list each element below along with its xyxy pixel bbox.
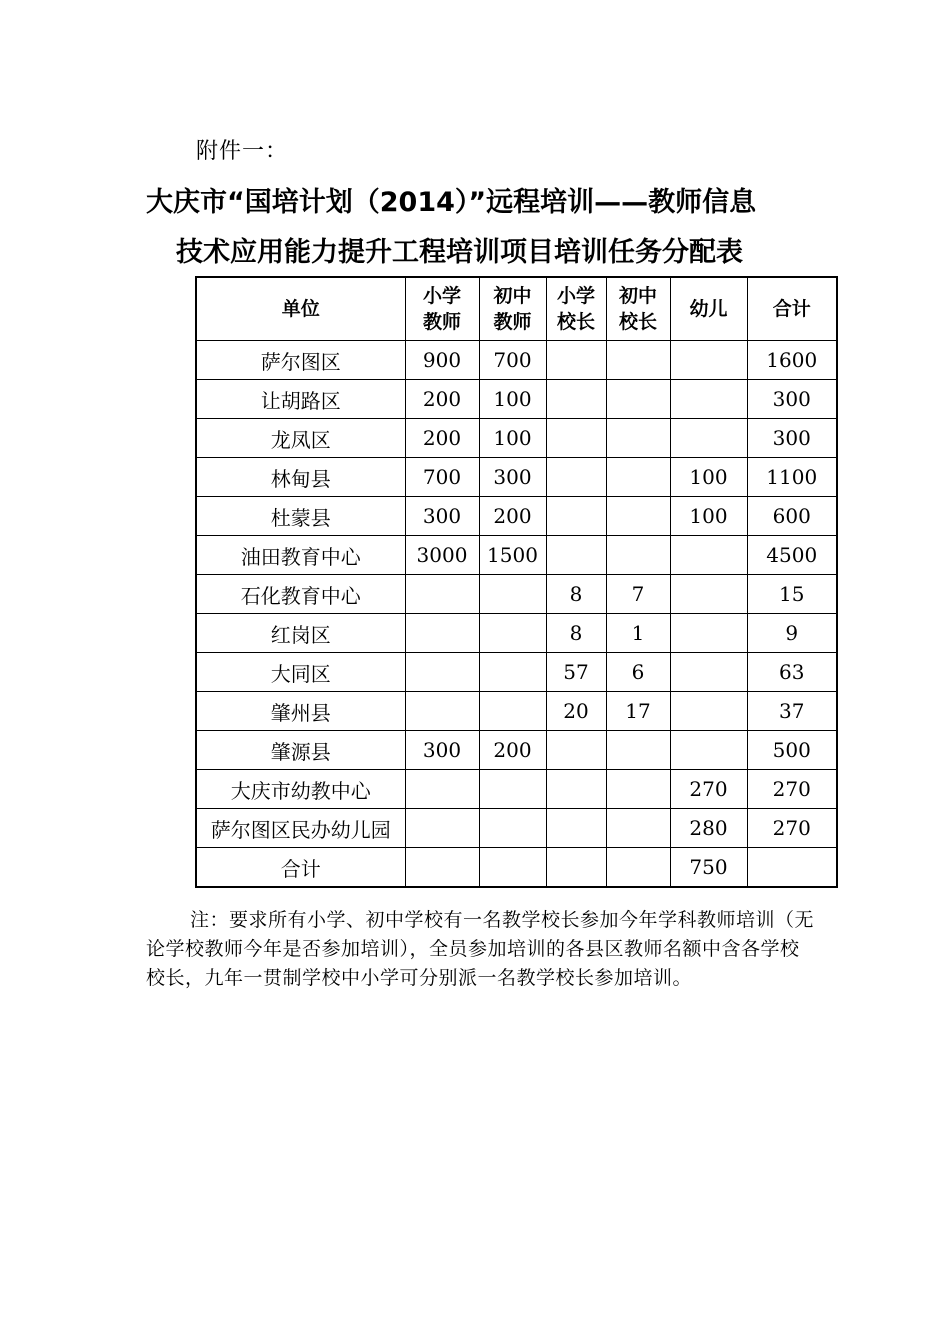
value-cell: 300 — [479, 458, 546, 497]
value-cell: 300 — [405, 731, 479, 770]
value-cell — [405, 692, 479, 731]
value-cell — [405, 614, 479, 653]
value-cell — [479, 614, 546, 653]
value-cell: 700 — [479, 341, 546, 380]
table-row — [196, 770, 837, 809]
value-cell: 280 — [670, 809, 747, 848]
table-row — [196, 380, 837, 419]
table-row — [196, 497, 837, 536]
unit-name-cell: 林甸县 — [196, 458, 405, 497]
header-total: 合计 — [747, 277, 837, 341]
unit-name-cell: 肇源县 — [196, 731, 405, 770]
value-cell — [546, 536, 606, 575]
unit-name-cell: 龙凤区 — [196, 419, 405, 458]
value-cell — [606, 458, 670, 497]
value-cell — [670, 731, 747, 770]
value-cell: 1 — [606, 614, 670, 653]
footnote: 注：要求所有小学、初中学校有一名教学校长参加今年学科教师培训（无论学校教师今年是否参加培训），全员参加培训的各县区教师名额中含各学校校长，九年一贯制学校中小学可分别派一名教学校长参加培训。 — [146, 909, 815, 989]
value-cell: 500 — [747, 731, 837, 770]
value-cell — [479, 809, 546, 848]
table-row — [196, 458, 837, 497]
value-cell — [606, 536, 670, 575]
header-junior-teachers: 初中 教师 — [479, 277, 546, 341]
value-cell — [405, 770, 479, 809]
value-cell — [606, 341, 670, 380]
table-row — [196, 419, 837, 458]
value-cell — [606, 497, 670, 536]
document-title-line-2: 技术应用能力提升工程培训项目培训任务分配表 — [176, 237, 743, 268]
value-cell: 200 — [479, 731, 546, 770]
value-cell: 1500 — [479, 536, 546, 575]
value-cell — [670, 575, 747, 614]
value-cell: 37 — [747, 692, 837, 731]
value-cell: 9 — [747, 614, 837, 653]
value-cell — [670, 692, 747, 731]
value-cell: 300 — [747, 380, 837, 419]
value-cell — [670, 536, 747, 575]
value-cell — [546, 770, 606, 809]
unit-name-cell: 油田教育中心 — [196, 536, 405, 575]
value-cell — [546, 419, 606, 458]
value-cell: 100 — [479, 380, 546, 419]
table-row — [196, 575, 837, 614]
table-row — [196, 536, 837, 575]
unit-name-cell: 合计 — [196, 848, 405, 888]
value-cell — [670, 653, 747, 692]
value-cell: 270 — [747, 770, 837, 809]
allocation-table — [195, 276, 838, 888]
value-cell: 1100 — [747, 458, 837, 497]
table-row — [196, 614, 837, 653]
value-cell — [747, 848, 837, 888]
value-cell — [479, 770, 546, 809]
value-cell — [670, 341, 747, 380]
value-cell: 700 — [405, 458, 479, 497]
value-cell — [606, 419, 670, 458]
value-cell — [606, 770, 670, 809]
value-cell: 200 — [405, 419, 479, 458]
value-cell — [479, 848, 546, 888]
value-cell: 15 — [747, 575, 837, 614]
header-kindergarten: 幼儿 — [670, 277, 747, 341]
value-cell: 6 — [606, 653, 670, 692]
value-cell — [546, 458, 606, 497]
annex-label: 附件一： — [196, 139, 289, 164]
value-cell: 4500 — [747, 536, 837, 575]
value-cell — [546, 731, 606, 770]
unit-name-cell: 石化教育中心 — [196, 575, 405, 614]
value-cell — [606, 731, 670, 770]
table-row — [196, 809, 837, 848]
value-cell: 100 — [670, 458, 747, 497]
value-cell — [405, 575, 479, 614]
table-row — [196, 848, 837, 888]
value-cell — [479, 575, 546, 614]
value-cell — [670, 614, 747, 653]
value-cell: 600 — [747, 497, 837, 536]
value-cell: 100 — [479, 419, 546, 458]
value-cell — [479, 692, 546, 731]
value-cell — [670, 380, 747, 419]
value-cell — [405, 809, 479, 848]
value-cell: 20 — [546, 692, 606, 731]
unit-name-cell: 肇州县 — [196, 692, 405, 731]
value-cell — [546, 380, 606, 419]
unit-name-cell: 让胡路区 — [196, 380, 405, 419]
document-title-line-1: 大庆市“国培计划（2014）”远程培训——教师信息 — [146, 187, 757, 218]
unit-name-cell: 红岗区 — [196, 614, 405, 653]
unit-name-cell: 萨尔图区 — [196, 341, 405, 380]
value-cell: 270 — [670, 770, 747, 809]
table-row — [196, 731, 837, 770]
value-cell — [606, 848, 670, 888]
value-cell — [546, 809, 606, 848]
header-primary-principals: 小学 校长 — [546, 277, 606, 341]
unit-name-cell: 大同区 — [196, 653, 405, 692]
value-cell: 200 — [405, 380, 479, 419]
value-cell: 300 — [747, 419, 837, 458]
value-cell — [546, 497, 606, 536]
value-cell: 3000 — [405, 536, 479, 575]
value-cell: 200 — [479, 497, 546, 536]
value-cell: 17 — [606, 692, 670, 731]
value-cell — [606, 380, 670, 419]
value-cell: 750 — [670, 848, 747, 888]
header-unit: 单位 — [196, 277, 405, 341]
header-primary-teachers: 小学 教师 — [405, 277, 479, 341]
value-cell — [479, 653, 546, 692]
value-cell — [670, 419, 747, 458]
value-cell: 57 — [546, 653, 606, 692]
value-cell — [546, 848, 606, 888]
value-cell — [546, 341, 606, 380]
value-cell: 8 — [546, 575, 606, 614]
value-cell: 270 — [747, 809, 837, 848]
unit-name-cell: 萨尔图区民办幼儿园 — [196, 809, 405, 848]
value-cell — [606, 809, 670, 848]
table-row — [196, 653, 837, 692]
table-header-row — [196, 277, 837, 341]
value-cell: 7 — [606, 575, 670, 614]
unit-name-cell: 大庆市幼教中心 — [196, 770, 405, 809]
unit-name-cell: 杜蒙县 — [196, 497, 405, 536]
table-row — [196, 341, 837, 380]
value-cell: 100 — [670, 497, 747, 536]
value-cell: 63 — [747, 653, 837, 692]
table-row — [196, 692, 837, 731]
value-cell — [405, 653, 479, 692]
value-cell: 1600 — [747, 341, 837, 380]
value-cell — [405, 848, 479, 888]
value-cell: 300 — [405, 497, 479, 536]
value-cell: 900 — [405, 341, 479, 380]
value-cell: 8 — [546, 614, 606, 653]
header-junior-principals: 初中 校长 — [606, 277, 670, 341]
